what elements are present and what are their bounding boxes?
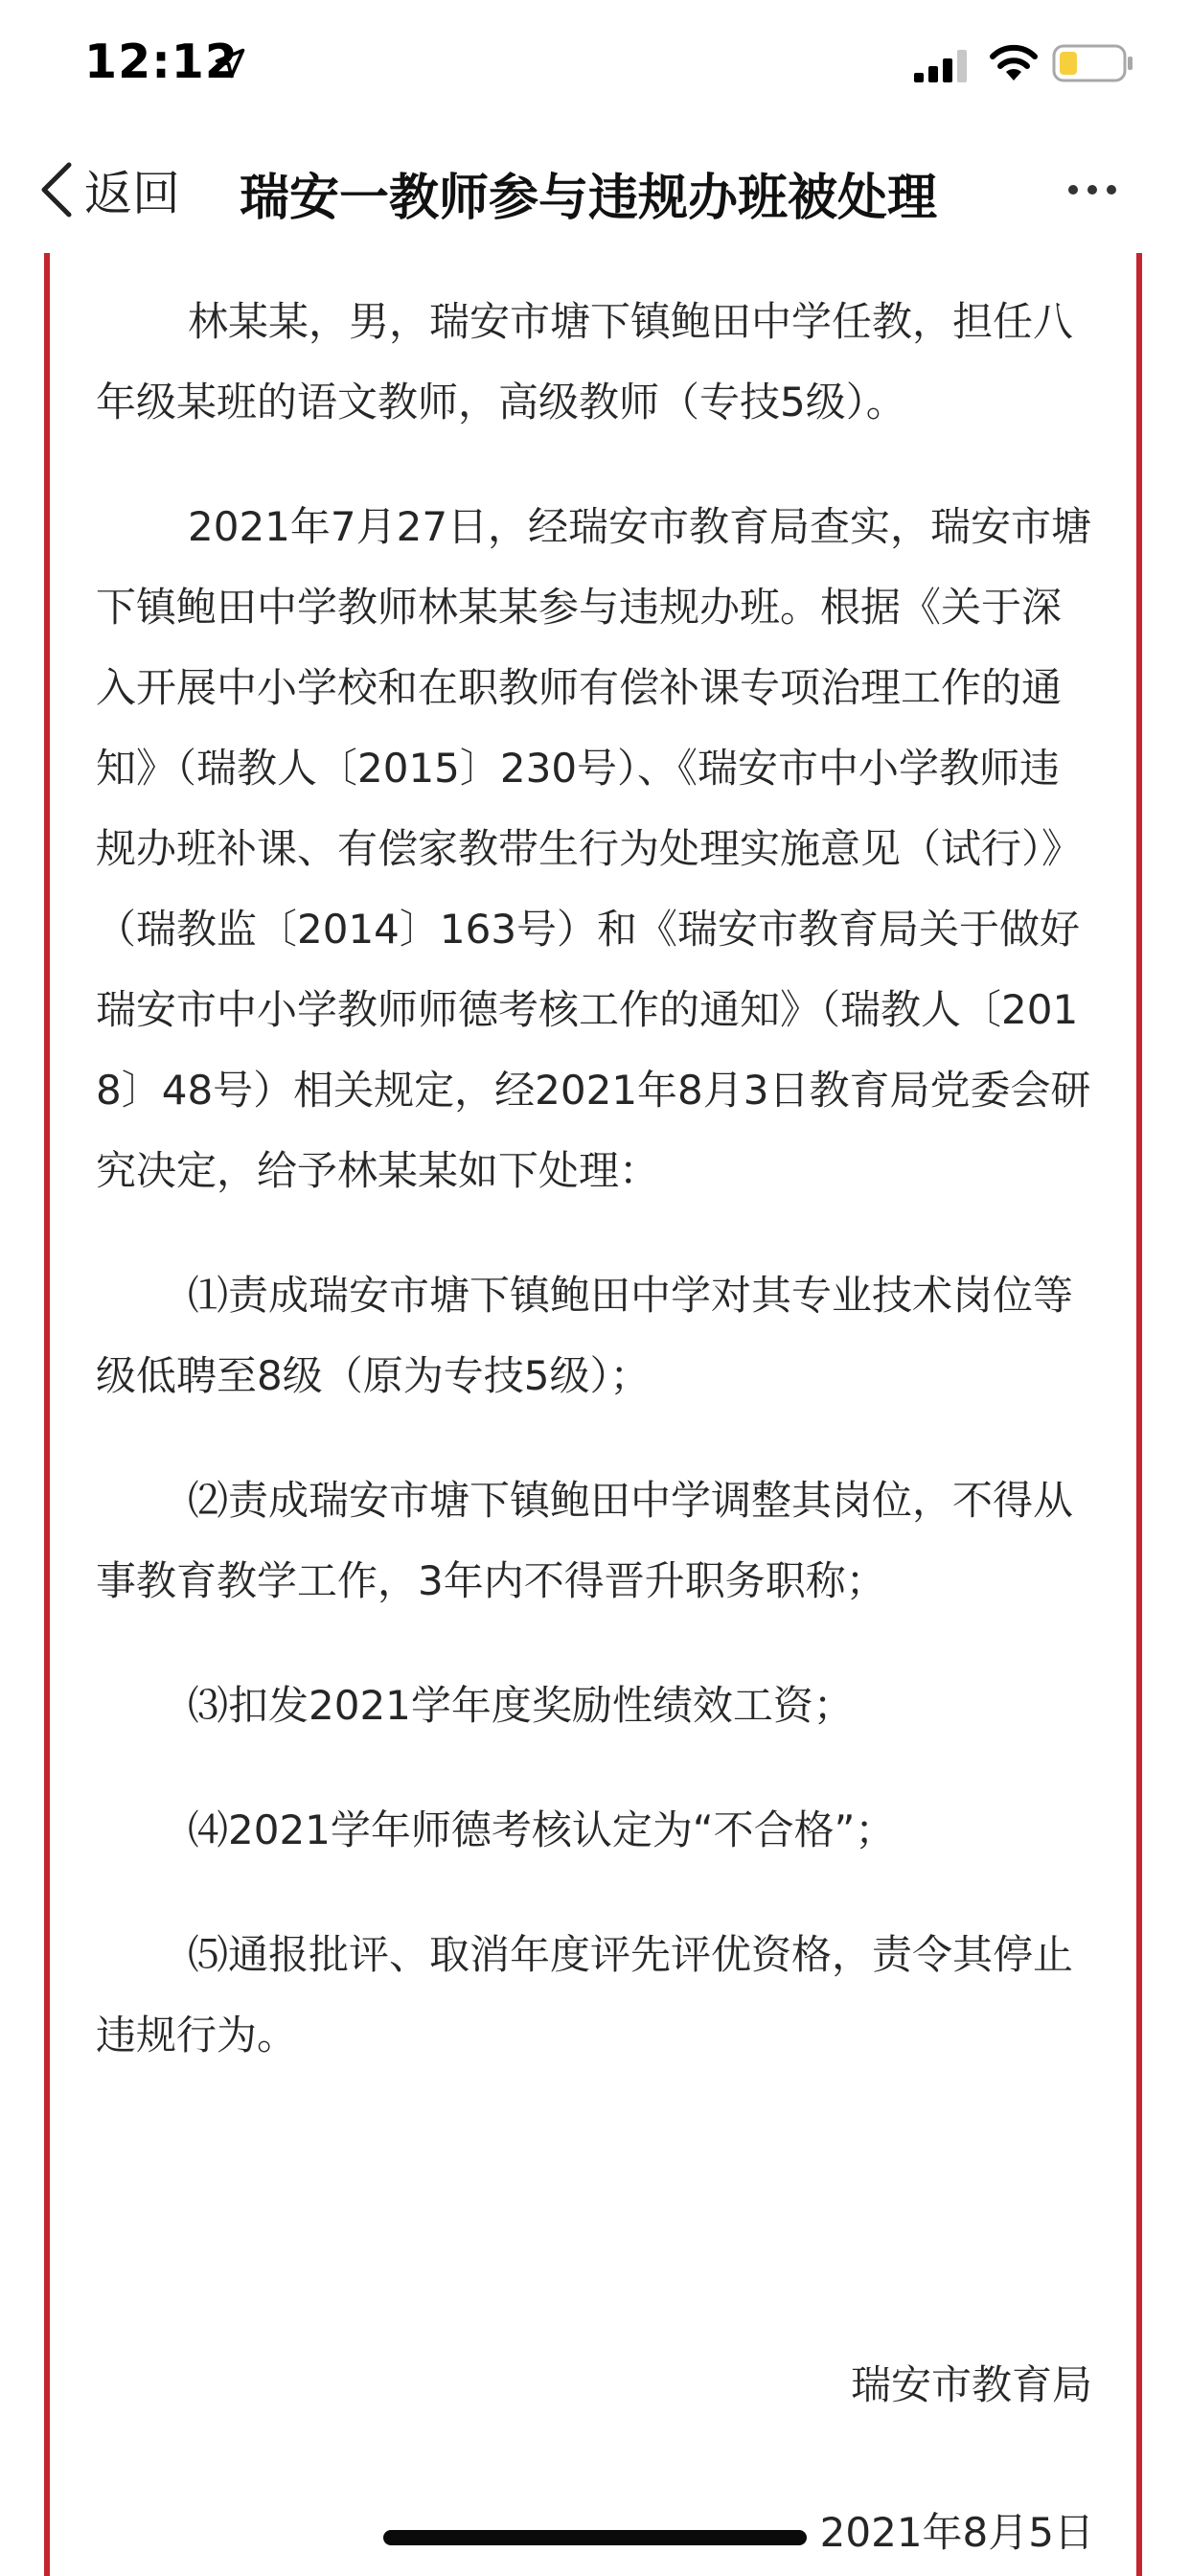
location-arrow-icon <box>213 46 247 80</box>
cellular-signal-icon <box>914 50 968 82</box>
article-body <box>96 282 1092 2120</box>
article-content[interactable] <box>0 253 1190 2576</box>
left-red-border <box>44 253 50 2576</box>
paragraph-penalty-2: ⑵责成瑞安市塘下镇鲍田中学调整其岗位，不得从事教育教学工作，3年内不得晋升职务职称； <box>96 1477 1074 1604</box>
paragraph-penalty-3: ⑶扣发2021学年度奖励性绩效工资； <box>188 1682 854 1729</box>
paragraph-penalty-5: ⑸通报批评、取消年度评先评优资格，责令其停止违规行为。 <box>96 1931 1074 2058</box>
signature-organization: 瑞安市教育局 <box>850 2361 1092 2408</box>
chevron-left-icon <box>38 161 75 218</box>
paragraph-penalty-4: ⑷2021学年师德考核认定为“不合格”； <box>188 1806 896 1853</box>
page-title: 瑞安一教师参与违规办班被处理 <box>240 170 938 227</box>
paragraph-teacher-info: 林某某，男，瑞安市塘下镇鲍田中学任教，担任八年级某班的语文教师，高级教师（专技5级）。 <box>96 298 1074 426</box>
home-indicator[interactable] <box>383 2530 807 2545</box>
signature-date: 2021年8月5日 <box>819 2509 1094 2556</box>
nav-bar <box>0 126 1190 253</box>
paragraph-penalty-1: ⑴责成瑞安市塘下镇鲍田中学对其专业技术岗位等级低聘至8级（原为专技5级）； <box>96 1272 1074 1399</box>
status-bar <box>0 0 1190 126</box>
battery-icon <box>1052 44 1134 82</box>
status-time: 12:12 <box>84 34 239 89</box>
right-red-border <box>1136 253 1142 2576</box>
back-button[interactable] <box>38 153 180 226</box>
more-options-icon[interactable] <box>1065 165 1119 215</box>
back-label: 返回 <box>84 166 180 221</box>
paragraph-investigation: 2021年7月27日，经瑞安市教育局查实，瑞安市塘下镇鲍田中学教师林某某参与违规办班。根据《关于深入开展中小学校和在职教师有偿补课专项治理工作的通知》（瑞教人〔2015〕230号）、《瑞安市中小学教师违规办班补课、有偿家教带生行为处理实施意见（试行）》（瑞教监〔2014〕163号）和《瑞安市教育局关于做好瑞安市中小学教师师德考核工作的通知》（瑞教人〔2018〕48号）相关规定，经2021年8月3日教育局党委会研究决定，给予林某某如下处理： <box>96 503 1092 1194</box>
wifi-icon <box>989 42 1039 82</box>
